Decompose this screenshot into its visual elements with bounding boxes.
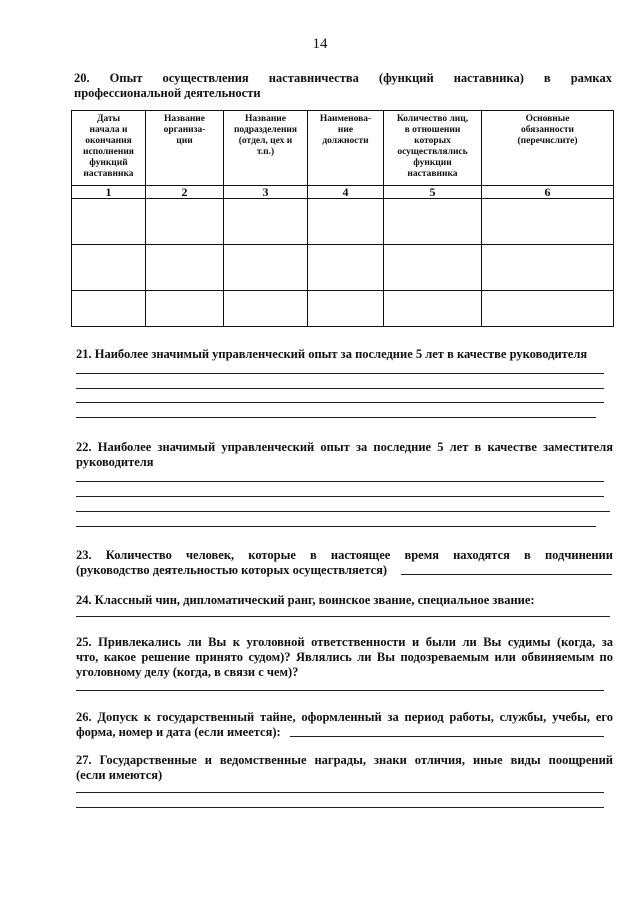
page-number: 14 bbox=[312, 36, 328, 52]
table-cell[interactable] bbox=[224, 199, 308, 245]
table-cell[interactable] bbox=[482, 245, 614, 291]
column-header bbox=[308, 111, 384, 186]
column-header-line: (отдел, цех и bbox=[238, 136, 293, 146]
table-header-row bbox=[72, 111, 614, 186]
q22-word: заместителя bbox=[543, 440, 613, 454]
q22-heading bbox=[76, 440, 613, 470]
q20-word: наставничества bbox=[268, 71, 359, 85]
answer-line[interactable] bbox=[76, 402, 604, 403]
q22-word: качестве bbox=[487, 440, 537, 454]
q22-word: в bbox=[474, 440, 482, 454]
column-header-line: ние bbox=[337, 125, 354, 135]
q22-word: лет bbox=[449, 440, 469, 454]
answer-line[interactable] bbox=[76, 792, 604, 793]
column-header-line: окончания bbox=[85, 136, 132, 146]
answer-line[interactable] bbox=[76, 690, 604, 691]
table-cell[interactable] bbox=[384, 199, 482, 245]
table-cell[interactable] bbox=[482, 291, 614, 327]
answer-line[interactable] bbox=[76, 616, 610, 617]
q23-word: 23. bbox=[76, 548, 92, 562]
column-header-line: исполнения bbox=[83, 147, 134, 157]
q25-heading bbox=[76, 635, 613, 680]
column-header-line: Название bbox=[244, 114, 286, 124]
answer-line[interactable] bbox=[401, 574, 612, 575]
q27-heading bbox=[76, 753, 613, 783]
table-cell[interactable] bbox=[72, 199, 146, 245]
q22-word: опыт bbox=[320, 440, 350, 454]
q20-word: (функций bbox=[378, 71, 434, 85]
q24-heading: 24. Классный чин, дипломатический ранг, воинское звание, специальное звание: bbox=[76, 593, 535, 607]
column-number: 1 bbox=[72, 186, 146, 199]
column-number: 4 bbox=[308, 186, 384, 199]
q25-line1: 25. Привлекались ли Вы к уголовной ответственности и были ли Вы судимы (когда, за bbox=[76, 635, 613, 649]
q22-word: за bbox=[355, 440, 368, 454]
q22-word: Наиболее bbox=[97, 440, 152, 454]
answer-line[interactable] bbox=[76, 417, 596, 418]
q20-line1 bbox=[74, 71, 612, 86]
q22-word: 22. bbox=[76, 440, 92, 454]
answer-line[interactable] bbox=[76, 511, 610, 512]
q23-word: которые bbox=[248, 548, 296, 562]
table-cell[interactable] bbox=[146, 291, 224, 327]
q22-word: 5 bbox=[437, 440, 444, 454]
column-header-line: функций bbox=[89, 158, 128, 168]
q22-line1 bbox=[76, 440, 613, 455]
mentoring-table bbox=[71, 110, 614, 327]
answer-line[interactable] bbox=[76, 388, 604, 389]
table-cell[interactable] bbox=[146, 245, 224, 291]
q23-word: Количество bbox=[105, 548, 172, 562]
q22-word: управленческий bbox=[221, 440, 315, 454]
column-header-line: Даты bbox=[96, 114, 121, 124]
q22-word: значимый bbox=[157, 440, 216, 454]
q20-word: осуществления bbox=[162, 71, 249, 85]
table-cell[interactable] bbox=[482, 199, 614, 245]
column-header-line: т.п.) bbox=[256, 147, 275, 157]
table-cell[interactable] bbox=[72, 245, 146, 291]
table-cell[interactable] bbox=[146, 199, 224, 245]
q23-word: человек, bbox=[185, 548, 235, 562]
column-number: 2 bbox=[146, 186, 224, 199]
table-cell[interactable] bbox=[308, 199, 384, 245]
q23-word: в bbox=[310, 548, 317, 562]
table-row bbox=[72, 199, 614, 245]
column-header bbox=[224, 111, 308, 186]
q23-word: в bbox=[524, 548, 531, 562]
column-header bbox=[146, 111, 224, 186]
column-header-line: организа- bbox=[163, 125, 206, 135]
answer-line[interactable] bbox=[76, 807, 604, 808]
table-cell[interactable] bbox=[72, 291, 146, 327]
answer-line[interactable] bbox=[76, 496, 604, 497]
table-cell[interactable] bbox=[384, 245, 482, 291]
column-header bbox=[72, 111, 146, 186]
column-header-line: (перечислите) bbox=[517, 136, 578, 146]
column-header-line: осуществлялись bbox=[397, 147, 468, 157]
column-header-line: обязанности bbox=[520, 125, 575, 135]
column-header-line: наставника bbox=[407, 169, 458, 179]
q27-line1: 27. Государственные и ведомственные награды, знаки отличия, иные виды поощрений bbox=[76, 753, 613, 767]
column-header-line: Наименова- bbox=[319, 114, 372, 124]
column-header-line: которых bbox=[414, 136, 451, 146]
q21-heading: 21. Наиболее значимый управленческий опыт за последние 5 лет в качестве руководителя bbox=[76, 347, 588, 361]
column-header-line: начала и bbox=[89, 125, 128, 135]
answer-line[interactable] bbox=[76, 481, 604, 482]
table-cell[interactable] bbox=[308, 245, 384, 291]
column-header-line: ции bbox=[176, 136, 193, 146]
q25-line3: уголовному делу (когда, в связи с чем)? bbox=[76, 665, 299, 679]
table-cell[interactable] bbox=[224, 245, 308, 291]
q20-line2: профессиональной деятельности bbox=[74, 86, 261, 100]
q23-line1 bbox=[76, 548, 613, 563]
table-cell[interactable] bbox=[224, 291, 308, 327]
answer-line[interactable] bbox=[290, 736, 604, 737]
q20-word: в bbox=[543, 71, 551, 85]
q20-word: 20. bbox=[74, 71, 90, 85]
q22-word: последние bbox=[373, 440, 432, 454]
q27-line2: (если имеются) bbox=[76, 768, 163, 782]
column-header-line: Название bbox=[163, 114, 205, 124]
column-header-line: Основные bbox=[525, 114, 570, 124]
table-row bbox=[72, 245, 614, 291]
table-row bbox=[72, 291, 614, 327]
column-header-line: Количество лиц, bbox=[396, 114, 469, 124]
q23-word: настоящее bbox=[330, 548, 391, 562]
q26-line1: 26. Допуск к государственный тайне, оформленный за период работы, службы, учебы, его bbox=[76, 710, 613, 724]
table-cell[interactable] bbox=[384, 291, 482, 327]
q22-line2: руководителя bbox=[76, 455, 154, 469]
column-number: 5 bbox=[384, 186, 482, 199]
q23-word: подчинении bbox=[544, 548, 613, 562]
column-header bbox=[482, 111, 614, 186]
q23-word: время bbox=[404, 548, 439, 562]
column-number: 3 bbox=[224, 186, 308, 199]
column-header-line: должности bbox=[322, 136, 369, 146]
q23-word: находятся bbox=[453, 548, 510, 562]
table-number-row bbox=[72, 186, 614, 199]
answer-line[interactable] bbox=[76, 373, 604, 374]
q20-word: Опыт bbox=[109, 71, 143, 85]
column-header-line: наставника bbox=[83, 169, 134, 179]
column-header-line: подразделения bbox=[233, 125, 298, 135]
column-header-line: функции bbox=[413, 158, 452, 168]
column-header bbox=[384, 111, 482, 186]
column-number: 6 bbox=[482, 186, 614, 199]
q26-line2: форма, номер и дата (если имеется): bbox=[76, 725, 281, 739]
column-header-line: в отношении bbox=[404, 125, 461, 135]
q25-line2: что, какое решение принято судом)? Являлись ли Вы подозреваемым или обвиняемым по bbox=[76, 650, 613, 664]
answer-line[interactable] bbox=[76, 526, 596, 527]
q20-word: рамках bbox=[570, 71, 612, 85]
q20-heading bbox=[74, 71, 612, 101]
table-cell[interactable] bbox=[308, 291, 384, 327]
q20-word: наставника) bbox=[453, 71, 524, 85]
q23-line2: (руководство деятельностью которых осуществляется) bbox=[76, 563, 388, 577]
